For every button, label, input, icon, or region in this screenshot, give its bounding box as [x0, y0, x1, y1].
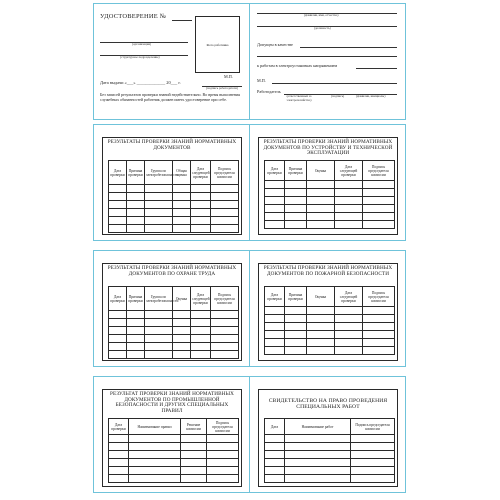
table-cell	[127, 201, 145, 209]
table-cell	[285, 315, 307, 323]
table-cell	[285, 307, 307, 315]
column-header: Дата	[265, 419, 285, 435]
table-cell	[265, 467, 285, 475]
table-cell	[191, 185, 211, 193]
table-row	[265, 197, 395, 205]
table-cell	[191, 201, 211, 209]
table-cell	[265, 221, 285, 229]
table-cell	[307, 347, 335, 355]
fold-line	[249, 125, 250, 240]
table-cell	[145, 327, 173, 335]
table-cell	[173, 351, 191, 359]
table-cell	[363, 307, 395, 315]
table-row	[265, 315, 395, 323]
table-cell	[335, 213, 363, 221]
table-cell	[265, 459, 285, 467]
table-row	[109, 435, 239, 443]
table-row	[265, 213, 395, 221]
table-cell	[109, 209, 127, 217]
table-row	[109, 327, 239, 335]
table-cell	[173, 209, 191, 217]
table-cell	[335, 189, 363, 197]
table-row	[109, 225, 239, 233]
table-cell	[191, 311, 211, 319]
table-cell	[173, 311, 191, 319]
table-cell	[285, 451, 351, 459]
table-cell	[211, 327, 239, 335]
table-cell	[265, 475, 285, 483]
table-cell	[335, 181, 363, 189]
table-cell	[191, 193, 211, 201]
table-row	[265, 307, 395, 315]
table-cell	[127, 343, 145, 351]
table-cell	[335, 347, 363, 355]
table-cell	[129, 435, 181, 443]
column-header: Подпись председателя комиссии	[207, 419, 239, 435]
table-cell	[181, 435, 207, 443]
table-cell	[127, 193, 145, 201]
certificate-number-line	[172, 20, 192, 21]
column-header: Решение комиссии	[181, 419, 207, 435]
table-cell	[211, 201, 239, 209]
table-cell	[335, 205, 363, 213]
table-cell	[127, 311, 145, 319]
table-row	[109, 201, 239, 209]
table-cell	[207, 451, 239, 459]
table-cell	[207, 475, 239, 483]
column-header: Оценка	[307, 161, 335, 181]
table-cell	[363, 331, 395, 339]
column-header: Дата проверки	[109, 419, 129, 435]
section-2-table	[264, 160, 395, 229]
table-cell	[285, 443, 351, 451]
table-row	[109, 475, 239, 483]
table-cell	[145, 335, 173, 343]
table-cell	[265, 189, 285, 197]
table-cell	[211, 193, 239, 201]
table-cell	[351, 467, 395, 475]
table-cell	[351, 459, 395, 467]
column-header: Причина проверки	[127, 287, 145, 311]
table-cell	[109, 193, 127, 201]
table-cell	[173, 201, 191, 209]
fold-line	[249, 4, 250, 119]
name-caption: (фамилия, имя, отчество)	[304, 13, 339, 17]
column-header: Группа по электробезопасности	[145, 161, 173, 185]
column-header: Дата проверки	[265, 161, 285, 181]
table-cell	[173, 193, 191, 201]
certificate-spread	[93, 3, 406, 120]
table-cell	[109, 327, 127, 335]
table-cell	[307, 307, 335, 315]
table-cell	[109, 343, 127, 351]
section-5-card	[102, 389, 242, 487]
table-cell	[191, 335, 211, 343]
table-row	[109, 335, 239, 343]
table-cell	[145, 343, 173, 351]
table-cell	[181, 459, 207, 467]
table-cell	[207, 435, 239, 443]
section-1-heading: РЕЗУЛЬТАТЫ ПРОВЕРКИ ЗНАНИЙ НОРМАТИВНЫХ ДОКУМЕНТОВ	[107, 139, 237, 151]
table-cell	[145, 351, 173, 359]
table-row	[109, 343, 239, 351]
table-cell	[109, 311, 127, 319]
column-header: Дата следующей проверки	[335, 287, 363, 307]
stamp-line	[272, 83, 397, 84]
table-cell	[363, 221, 395, 229]
table-cell	[207, 467, 239, 475]
table-cell	[307, 181, 335, 189]
validity-text: Без записей результатов проверки знаний недействительно. Во время выполнения служебных обязанностей работник должен иметь удостоверение при себе.	[100, 92, 240, 103]
table-cell	[265, 451, 285, 459]
table-cell	[285, 475, 351, 483]
table-cell	[191, 217, 211, 225]
table-cell	[363, 205, 395, 213]
section-1-table	[108, 160, 239, 233]
table-row	[265, 221, 395, 229]
table-cell	[363, 181, 395, 189]
table-cell	[335, 197, 363, 205]
table-cell	[335, 315, 363, 323]
table-cell	[285, 339, 307, 347]
fold-line	[249, 251, 250, 366]
table-cell	[129, 443, 181, 451]
table-cell	[129, 467, 181, 475]
table-cell	[211, 319, 239, 327]
table-cell	[127, 209, 145, 217]
table-cell	[127, 217, 145, 225]
table-cell	[145, 185, 173, 193]
table-row	[265, 181, 395, 189]
table-cell	[307, 205, 335, 213]
table-row	[109, 311, 239, 319]
table-row	[265, 189, 395, 197]
column-header: Дата следующей проверки	[191, 161, 211, 185]
column-header: Причина проверки	[285, 287, 307, 307]
table-cell	[173, 319, 191, 327]
section-1-card	[102, 137, 242, 235]
table-cell	[307, 221, 335, 229]
table-cell	[363, 315, 395, 323]
stamp-label: М.П.	[224, 74, 233, 79]
spread-row-1	[93, 124, 406, 241]
admitted-label: Допущен в качестве	[257, 42, 293, 47]
table-cell	[285, 205, 307, 213]
table-row	[265, 451, 395, 459]
table-row	[109, 443, 239, 451]
table-cell	[335, 221, 363, 229]
table-cell	[307, 213, 335, 221]
section-5-heading: РЕЗУЛЬТАТ ПРОВЕРКИ ЗНАНИЙ НОРМАТИВНЫХ ДОКУМЕНТОВ ПО ПРОМЫШЛЕННОЙ БЕЗОПАСНОСТИ И ДРУГИХ СПЕЦИАЛЬНЫХ ПРАВИЛ	[110, 391, 234, 414]
table-cell	[145, 225, 173, 233]
employer-caption-signature: (подпись)	[331, 94, 345, 98]
table-cell	[129, 451, 181, 459]
table-cell	[181, 443, 207, 451]
table-cell	[109, 335, 127, 343]
section-6-heading: СВИДЕТЕЛЬСТВО НА ПРАВО ПРОВЕДЕНИЯ СПЕЦИАЛЬНЫХ РАБОТ	[268, 398, 388, 411]
table-cell	[285, 197, 307, 205]
table-row	[265, 339, 395, 347]
table-cell	[285, 221, 307, 229]
table-cell	[191, 209, 211, 217]
table-cell	[335, 331, 363, 339]
table-cell	[265, 435, 285, 443]
table-cell	[285, 213, 307, 221]
table-cell	[191, 327, 211, 335]
table-cell	[265, 443, 285, 451]
table-cell	[109, 319, 127, 327]
table-row	[109, 319, 239, 327]
table-cell	[127, 335, 145, 343]
table-row	[265, 331, 395, 339]
table-cell	[127, 319, 145, 327]
table-cell	[265, 197, 285, 205]
table-cell	[181, 475, 207, 483]
table-cell	[307, 331, 335, 339]
table-cell	[285, 331, 307, 339]
column-header: Дата следующей проверки	[191, 287, 211, 311]
column-header: Наименование работ	[285, 419, 351, 435]
table-cell	[109, 459, 129, 467]
table-cell	[211, 351, 239, 359]
table-cell	[211, 343, 239, 351]
table-cell	[351, 475, 395, 483]
table-cell	[363, 323, 395, 331]
section-5-table	[108, 418, 239, 483]
table-cell	[335, 339, 363, 347]
column-header: Группа по электробезопасности	[145, 287, 173, 311]
section-2-heading: РЕЗУЛЬТАТЫ ПРОВЕРКИ ЗНАНИЙ НОРМАТИВНЫХ ДОКУМЕНТОВ ПО УСТРОЙСТВУ И ТЕХНИЧЕСКОЙ ЭКСПЛУАТАЦИИ	[263, 139, 393, 157]
table-cell	[285, 323, 307, 331]
column-header: Дата проверки	[265, 287, 285, 307]
section-3-table	[108, 286, 239, 359]
admitted-line	[300, 47, 397, 48]
table-cell	[351, 443, 395, 451]
table-cell	[211, 209, 239, 217]
table-row	[109, 217, 239, 225]
signature-caption: (подпись работодателя)	[206, 86, 238, 90]
table-cell	[211, 185, 239, 193]
table-row	[109, 467, 239, 475]
table-cell	[285, 189, 307, 197]
section-6-card	[258, 389, 398, 487]
column-header: Дата следующей проверки	[335, 161, 363, 181]
table-row	[265, 459, 395, 467]
column-header: Причина проверки	[285, 161, 307, 181]
spread-row-3	[93, 376, 406, 493]
table-cell	[335, 323, 363, 331]
table-cell	[363, 213, 395, 221]
table-cell	[173, 343, 191, 351]
table-cell	[127, 351, 145, 359]
table-cell	[265, 347, 285, 355]
column-header: Подпись председателя комиссии	[363, 287, 395, 307]
stamp-label-2: М.П.	[257, 78, 266, 83]
table-cell	[207, 443, 239, 451]
column-header: Оценка	[307, 287, 335, 307]
table-cell	[265, 205, 285, 213]
table-cell	[211, 311, 239, 319]
table-cell	[211, 217, 239, 225]
table-cell	[307, 315, 335, 323]
table-cell	[145, 201, 173, 209]
employer-label: Работодатель	[257, 89, 281, 94]
table-cell	[109, 435, 129, 443]
table-cell	[211, 225, 239, 233]
electrical-label: к работам в электроустановках напряжением	[257, 63, 338, 68]
section-3-heading: РЕЗУЛЬТАТЫ ПРОВЕРКИ ЗНАНИЙ НОРМАТИВНЫХ ДОКУМЕНТОВ ПО ОХРАНЕ ТРУДА	[107, 265, 237, 277]
table-cell	[181, 451, 207, 459]
table-cell	[129, 459, 181, 467]
table-cell	[265, 331, 285, 339]
electrical-line	[356, 68, 397, 69]
table-row	[265, 475, 395, 483]
column-header: Причина проверки	[127, 161, 145, 185]
table-cell	[181, 467, 207, 475]
table-cell	[351, 451, 395, 459]
table-row	[265, 323, 395, 331]
table-cell	[285, 467, 351, 475]
table-cell	[145, 217, 173, 225]
section-4-heading: РЕЗУЛЬТАТЫ ПРОВЕРКИ ЗНАНИЙ НОРМАТИВНЫХ ДОКУМЕНТОВ ПО ПОЖАРНОЙ БЕЗОПАСНОСТИ	[263, 265, 393, 277]
table-row	[265, 347, 395, 355]
table-row	[109, 459, 239, 467]
table-cell	[127, 327, 145, 335]
section-2-card	[258, 137, 398, 235]
table-cell	[363, 339, 395, 347]
photo-box: Фото работника	[195, 16, 240, 73]
organization-caption: (организация)	[132, 42, 151, 46]
admitted-line-2	[257, 56, 397, 57]
table-cell	[307, 339, 335, 347]
table-cell	[307, 197, 335, 205]
table-cell	[109, 451, 129, 459]
table-cell	[109, 351, 127, 359]
section-3-card	[102, 263, 242, 361]
table-cell	[363, 197, 395, 205]
column-header: Дата проверки	[109, 287, 127, 311]
table-cell	[191, 225, 211, 233]
column-header: Подпись председателя комиссии	[211, 161, 239, 185]
table-cell	[191, 343, 211, 351]
table-cell	[173, 327, 191, 335]
employer-caption-name: (фамилия, инициалы)	[356, 94, 386, 98]
table-row	[109, 209, 239, 217]
column-header: Оценка	[173, 287, 191, 311]
column-header: Подпись председателя комиссии	[363, 161, 395, 181]
table-cell	[285, 435, 351, 443]
table-cell	[127, 185, 145, 193]
column-header: Общая оценка	[173, 161, 191, 185]
table-cell	[265, 181, 285, 189]
table-cell	[363, 347, 395, 355]
table-cell	[363, 189, 395, 197]
column-header: Дата проверки	[109, 161, 127, 185]
issue-date: Дата выдачи «___» _____________ 20___ г.	[100, 80, 181, 85]
table-cell	[127, 225, 145, 233]
table-row	[265, 205, 395, 213]
section-4-table	[264, 286, 395, 355]
table-cell	[265, 213, 285, 221]
section-4-card	[258, 263, 398, 361]
position-caption: (должность)	[314, 26, 331, 30]
table-row	[109, 193, 239, 201]
table-cell	[173, 225, 191, 233]
table-cell	[307, 189, 335, 197]
table-cell	[335, 307, 363, 315]
fold-line	[249, 377, 250, 492]
table-cell	[109, 185, 127, 193]
table-cell	[191, 319, 211, 327]
section-6-table	[264, 418, 395, 483]
table-cell	[145, 319, 173, 327]
table-cell	[207, 459, 239, 467]
certificate-title: УДОСТОВЕРЕНИЕ №	[100, 13, 167, 20]
table-cell	[285, 181, 307, 189]
spread-row-2	[93, 250, 406, 367]
table-cell	[265, 323, 285, 331]
table-row	[109, 351, 239, 359]
table-row	[109, 185, 239, 193]
table-row	[265, 443, 395, 451]
table-cell	[285, 347, 307, 355]
table-cell	[173, 335, 191, 343]
table-cell	[265, 339, 285, 347]
table-cell	[109, 467, 129, 475]
table-cell	[109, 217, 127, 225]
column-header: Подпись председателя комиссии	[211, 287, 239, 311]
column-header: Наименование правил	[129, 419, 181, 435]
table-cell	[129, 475, 181, 483]
table-cell	[191, 351, 211, 359]
table-cell	[145, 209, 173, 217]
table-cell	[145, 193, 173, 201]
table-cell	[285, 459, 351, 467]
table-cell	[173, 217, 191, 225]
table-cell	[109, 443, 129, 451]
table-row	[265, 435, 395, 443]
table-cell	[265, 307, 285, 315]
table-cell	[173, 185, 191, 193]
table-row	[265, 467, 395, 475]
table-cell	[351, 435, 395, 443]
column-header: Подпись председателя комиссии	[351, 419, 395, 435]
table-cell	[307, 323, 335, 331]
table-row	[109, 451, 239, 459]
table-cell	[265, 315, 285, 323]
table-cell	[211, 335, 239, 343]
table-cell	[109, 225, 127, 233]
table-cell	[145, 311, 173, 319]
table-cell	[109, 475, 129, 483]
employer-caption-responsible: (ответственный за электрохозяйство)	[286, 94, 312, 102]
division-caption: (структурное подразделение)	[120, 55, 160, 59]
table-cell	[109, 201, 127, 209]
